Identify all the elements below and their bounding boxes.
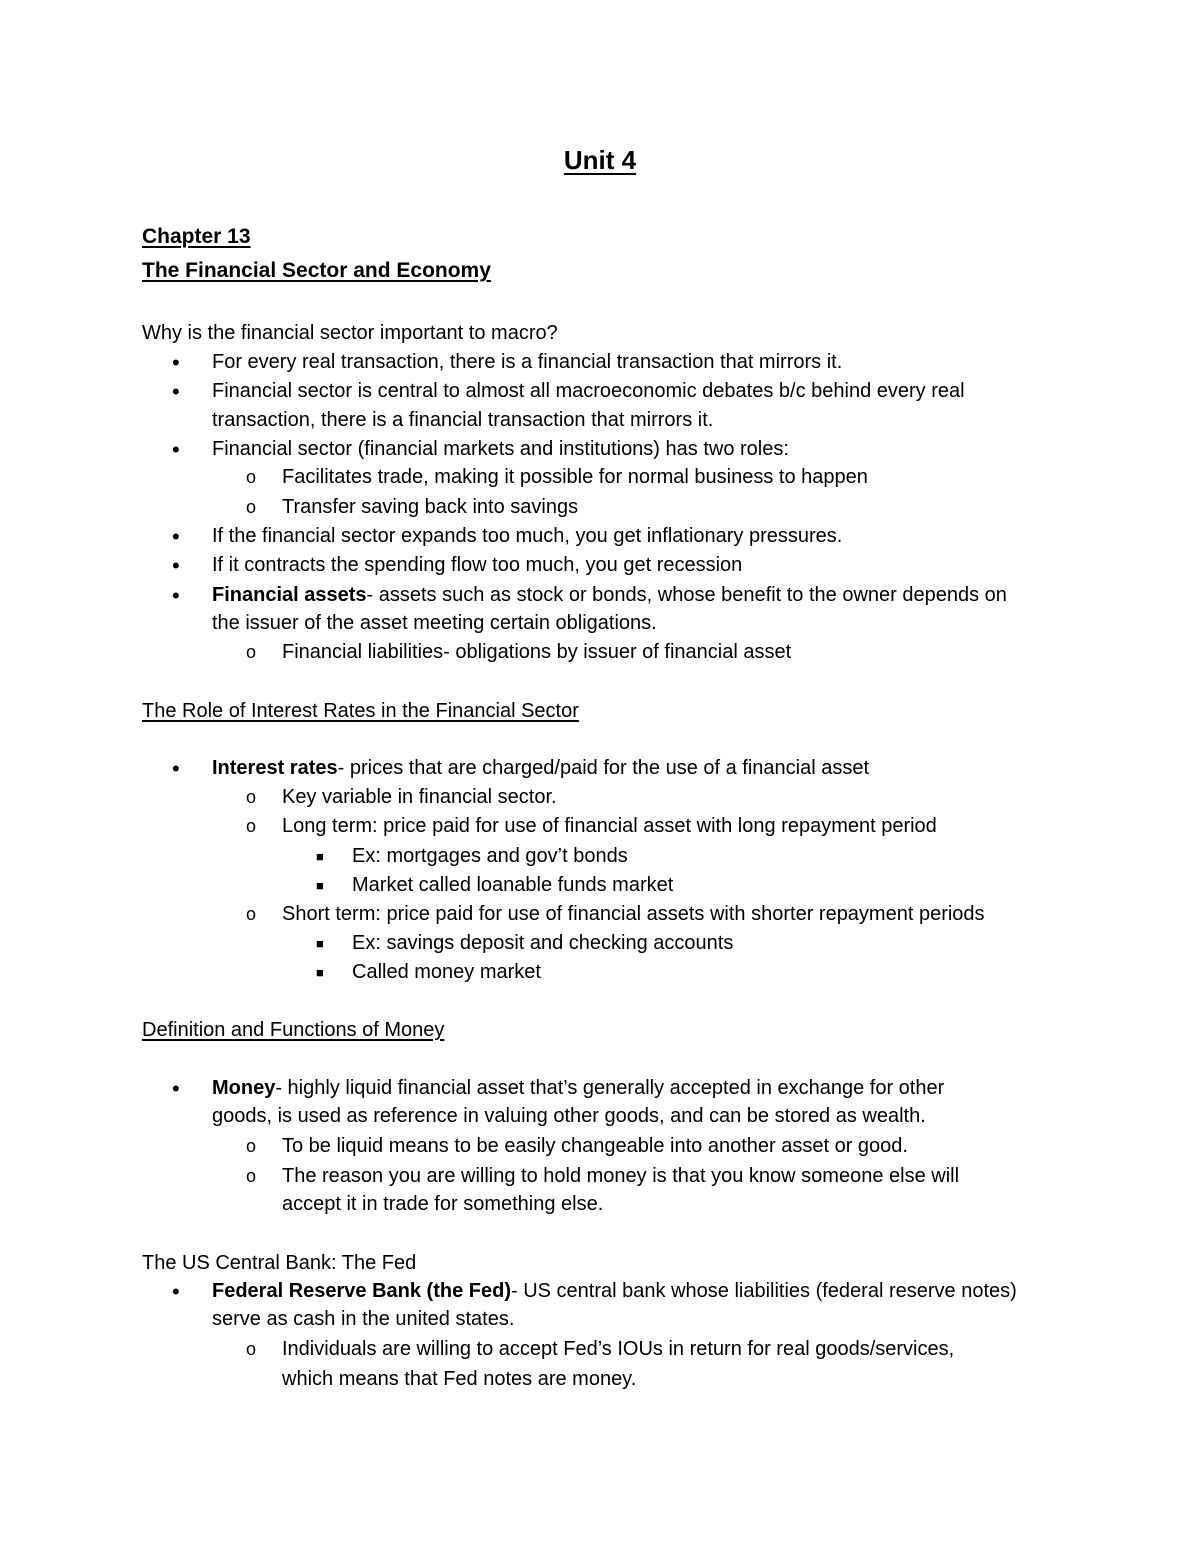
sub-bullet-marker: o	[246, 904, 257, 924]
bullet-marker: •	[172, 437, 180, 462]
sub-list-item-continued: accept it in trade for something else.	[282, 1193, 604, 1215]
sub-bullet-marker: o	[246, 787, 257, 807]
sub-bullet-marker: o	[246, 816, 257, 836]
list-item	[212, 581, 1007, 611]
list-item-continued: serve as cash in the united states.	[212, 1308, 515, 1330]
definition: - US central bank whose liabilities (federal reserve notes)	[511, 1280, 1017, 1302]
bullet-marker: •	[172, 756, 180, 781]
bullet-marker: •	[172, 350, 180, 375]
sub-list-item: Individuals are willing to accept Fed’s IOUs in return for real goods/services,	[282, 1338, 955, 1360]
sub-bullet-marker: o	[246, 1339, 257, 1359]
sub-sub-list-item: Ex: mortgages and gov’t bonds	[352, 845, 628, 867]
definition: - assets such as stock or bonds, whose benefit to the owner depends on	[366, 584, 1007, 606]
sub-list-item: To be liquid means to be easily changeable into another asset or good.	[282, 1135, 908, 1157]
section-heading: Definition and Functions of Money	[142, 1019, 445, 1041]
intro-question: Why is the financial sector important to macro?	[142, 322, 558, 344]
sub-sub-list-item: Called money market	[352, 961, 541, 983]
term: Federal Reserve Bank (the Fed)	[212, 1280, 511, 1302]
list-item	[212, 754, 869, 784]
sub-sub-bullet-marker: ■	[316, 965, 324, 980]
list-item-continued: the issuer of the asset meeting certain obligations.	[212, 612, 657, 634]
bullet-marker: •	[172, 379, 180, 404]
term: Interest rates	[212, 757, 338, 779]
list-item-continued: goods, is used as reference in valuing other goods, and can be stored as wealth.	[212, 1105, 926, 1127]
sub-sub-bullet-marker: ■	[316, 878, 324, 893]
bullet-marker: •	[172, 1076, 180, 1101]
sub-bullet-marker: o	[246, 642, 257, 662]
list-item: Financial sector is central to almost all macroeconomic debates b/c behind every real	[212, 380, 965, 402]
page-title: Unit 4	[563, 145, 637, 175]
term: Money	[212, 1077, 276, 1099]
sub-bullet-marker: o	[246, 467, 257, 487]
bullet-marker: •	[172, 1279, 180, 1304]
list-item: Financial sector (financial markets and institutions) has two roles:	[212, 438, 789, 460]
definition: - highly liquid financial asset that’s generally accepted in exchange for other	[275, 1077, 945, 1099]
bullet-marker: •	[172, 553, 180, 578]
definition: - prices that are charged/paid for the use of a financial asset	[337, 757, 870, 779]
list-item	[212, 1277, 1017, 1307]
chapter-heading: Chapter 13	[142, 225, 251, 248]
sub-bullet-marker: o	[246, 1136, 257, 1156]
sub-list-item: Facilitates trade, making it possible for normal business to happen	[282, 466, 868, 488]
list-item-continued: transaction, there is a financial transaction that mirrors it.	[212, 409, 714, 431]
bullet-marker: •	[172, 583, 180, 608]
list-item: For every real transaction, there is a financial transaction that mirrors it.	[212, 351, 843, 373]
sub-list-item: Transfer saving back into savings	[282, 496, 579, 518]
list-item: If the financial sector expands too much, you get inflationary pressures.	[212, 525, 843, 547]
term: Financial assets	[212, 584, 367, 606]
sub-sub-bullet-marker: ■	[316, 936, 324, 951]
sub-list-item: Short term: price paid for use of financial assets with shorter repayment periods	[282, 903, 985, 925]
section-heading: The Role of Interest Rates in the Financial Sector	[142, 700, 579, 722]
sub-sub-list-item: Ex: savings deposit and checking accounts	[352, 932, 734, 954]
sub-sub-bullet-marker: ■	[316, 849, 324, 864]
sub-bullet-marker: o	[246, 1166, 257, 1186]
sub-list-item: The reason you are willing to hold money is that you know someone else will	[282, 1165, 960, 1187]
sub-bullet-marker: o	[246, 497, 257, 517]
list-item: If it contracts the spending flow too much, you get recession	[212, 554, 743, 576]
sub-list-item: Long term: price paid for use of financial asset with long repayment period	[282, 815, 937, 837]
sub-list-item: Key variable in financial sector.	[282, 786, 557, 808]
sub-list-item: Financial liabilities- obligations by issuer of financial asset	[282, 641, 792, 663]
chapter-title: The Financial Sector and Economy	[142, 259, 491, 282]
section-heading: The US Central Bank: The Fed	[142, 1252, 417, 1274]
sub-sub-list-item: Market called loanable funds market	[352, 874, 674, 896]
list-item	[212, 1074, 944, 1104]
bullet-marker: •	[172, 524, 180, 549]
sub-list-item-continued: which means that Fed notes are money.	[282, 1368, 637, 1390]
